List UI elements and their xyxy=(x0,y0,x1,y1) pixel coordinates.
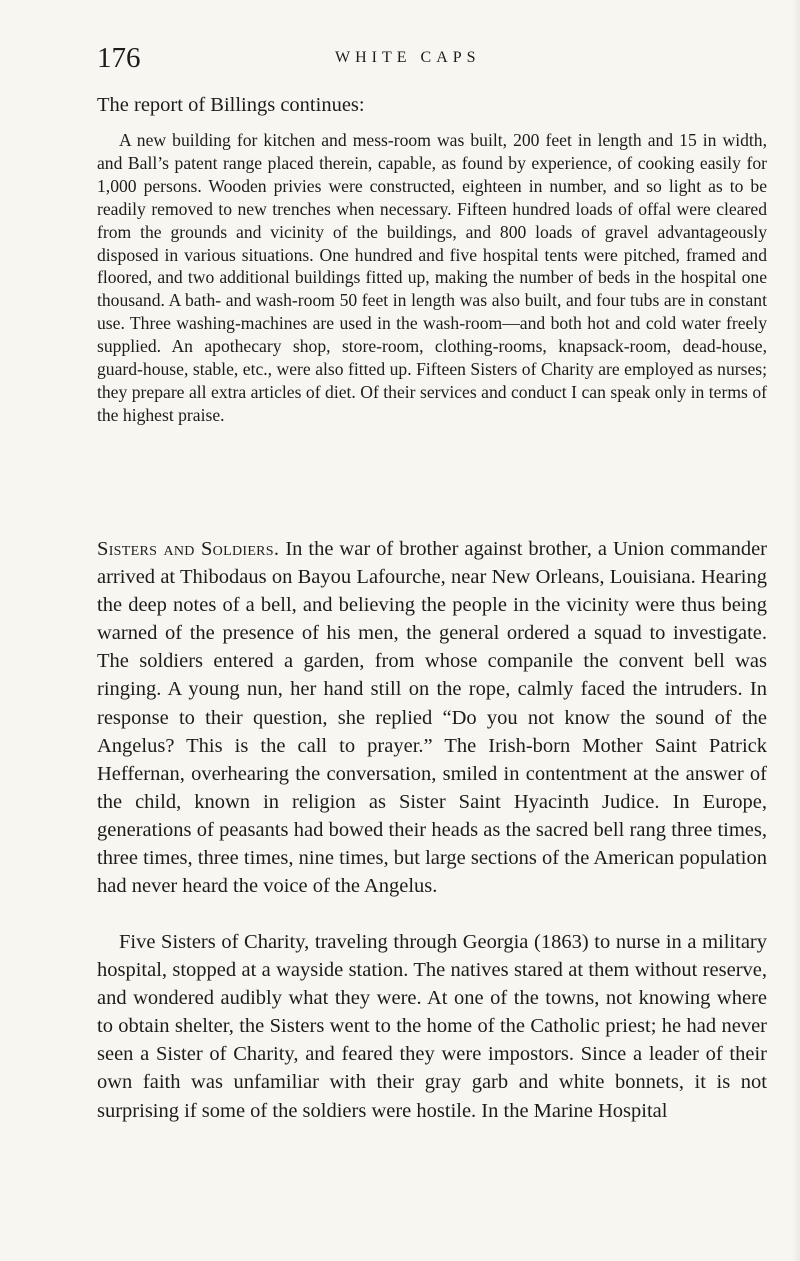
section-paragraph-1 xyxy=(97,535,767,900)
block-quote: A new building for kitchen and mess-room was built, 200 feet in length and 15 in width, and Ball’s patent range placed therein, capable, as found by experience, of cooking easily for 1,000 persons. Wooden privies were constructed, eighteen in number, and so light as to be readily removed to new trenches when necessary. Fifteen hundred loads of offal were cleared from the grounds and vicinity of the buildings, and 800 loads of gravel advantageously disposed in various situations. One hundred and five hospital tents were pitched, framed and floored, and two additional buildings fitted up, making the number of beds in the hospital one thousand. A bath- and wash-room 50 feet in length was also built, and four tubs are in constant use. Three washing-machines are used in the wash-room—and both hot and cold water freely supplied. An apothecary shop, store-room, clothing-rooms, knapsack-room, dead-house, guard-house, stable, etc., were also fitted up. Fifteen Sisters of Charity are employed as nurses; they prepare all extra articles of diet. Of their services and conduct I can speak only in terms of the highest praise. xyxy=(97,130,767,425)
section-heading: Sisters and Soldiers. xyxy=(97,538,280,560)
page-edge-shadow xyxy=(792,0,800,1261)
running-head: WHITE CAPS xyxy=(335,49,481,66)
section-paragraph-2: Five Sisters of Charity, traveling through Georgia (1863) to nurse in a military hospital, stopped at a wayside station. The natives stared at them without reserve, and wondered audibly what they were. At one of the towns, not knowing where to obtain shelter, the Sisters went to the home of the Catholic priest; he had never seen a Sister of Charity, and feared they were impostors. Since a leader of their own faith was unfamiliar with their gray garb and white bonnets, it is not surprising if some of the soldiers were hostile. In the Marine Hospital xyxy=(97,931,767,1122)
paragraph-1-text: In the war of brother against brother, a Union commander arrived at Thibodaus on Bayou Lafourche, near New Orleans, Louisiana. Hearing the deep notes of a bell, and believing the people in the vicinity were thus being warned of the presence of his men, the general ordered a squad to investigate. The soldiers entered a garden, from whose companile the convent bell was ringing. A young nun, her hand still on the rope, calmly faced the intruders. In response to their question, she replied “Do you not know the sound of the Angelus? This is the call to prayer.” The Irish-born Mother Saint Patrick Heffernan, overhearing the conversation, smiled in contentment at the answer of the child, known in religion as Sister Saint Hyacinth Judice. In Europe, generations of peasants had bowed their heads as the sacred bell rang three times, three times, three times, nine times, but large sections of the American population had never heard the voice of the Angelus. xyxy=(97,538,768,898)
intro-line: The report of Billings continues: xyxy=(97,94,365,116)
page-number: 176 xyxy=(97,42,141,74)
